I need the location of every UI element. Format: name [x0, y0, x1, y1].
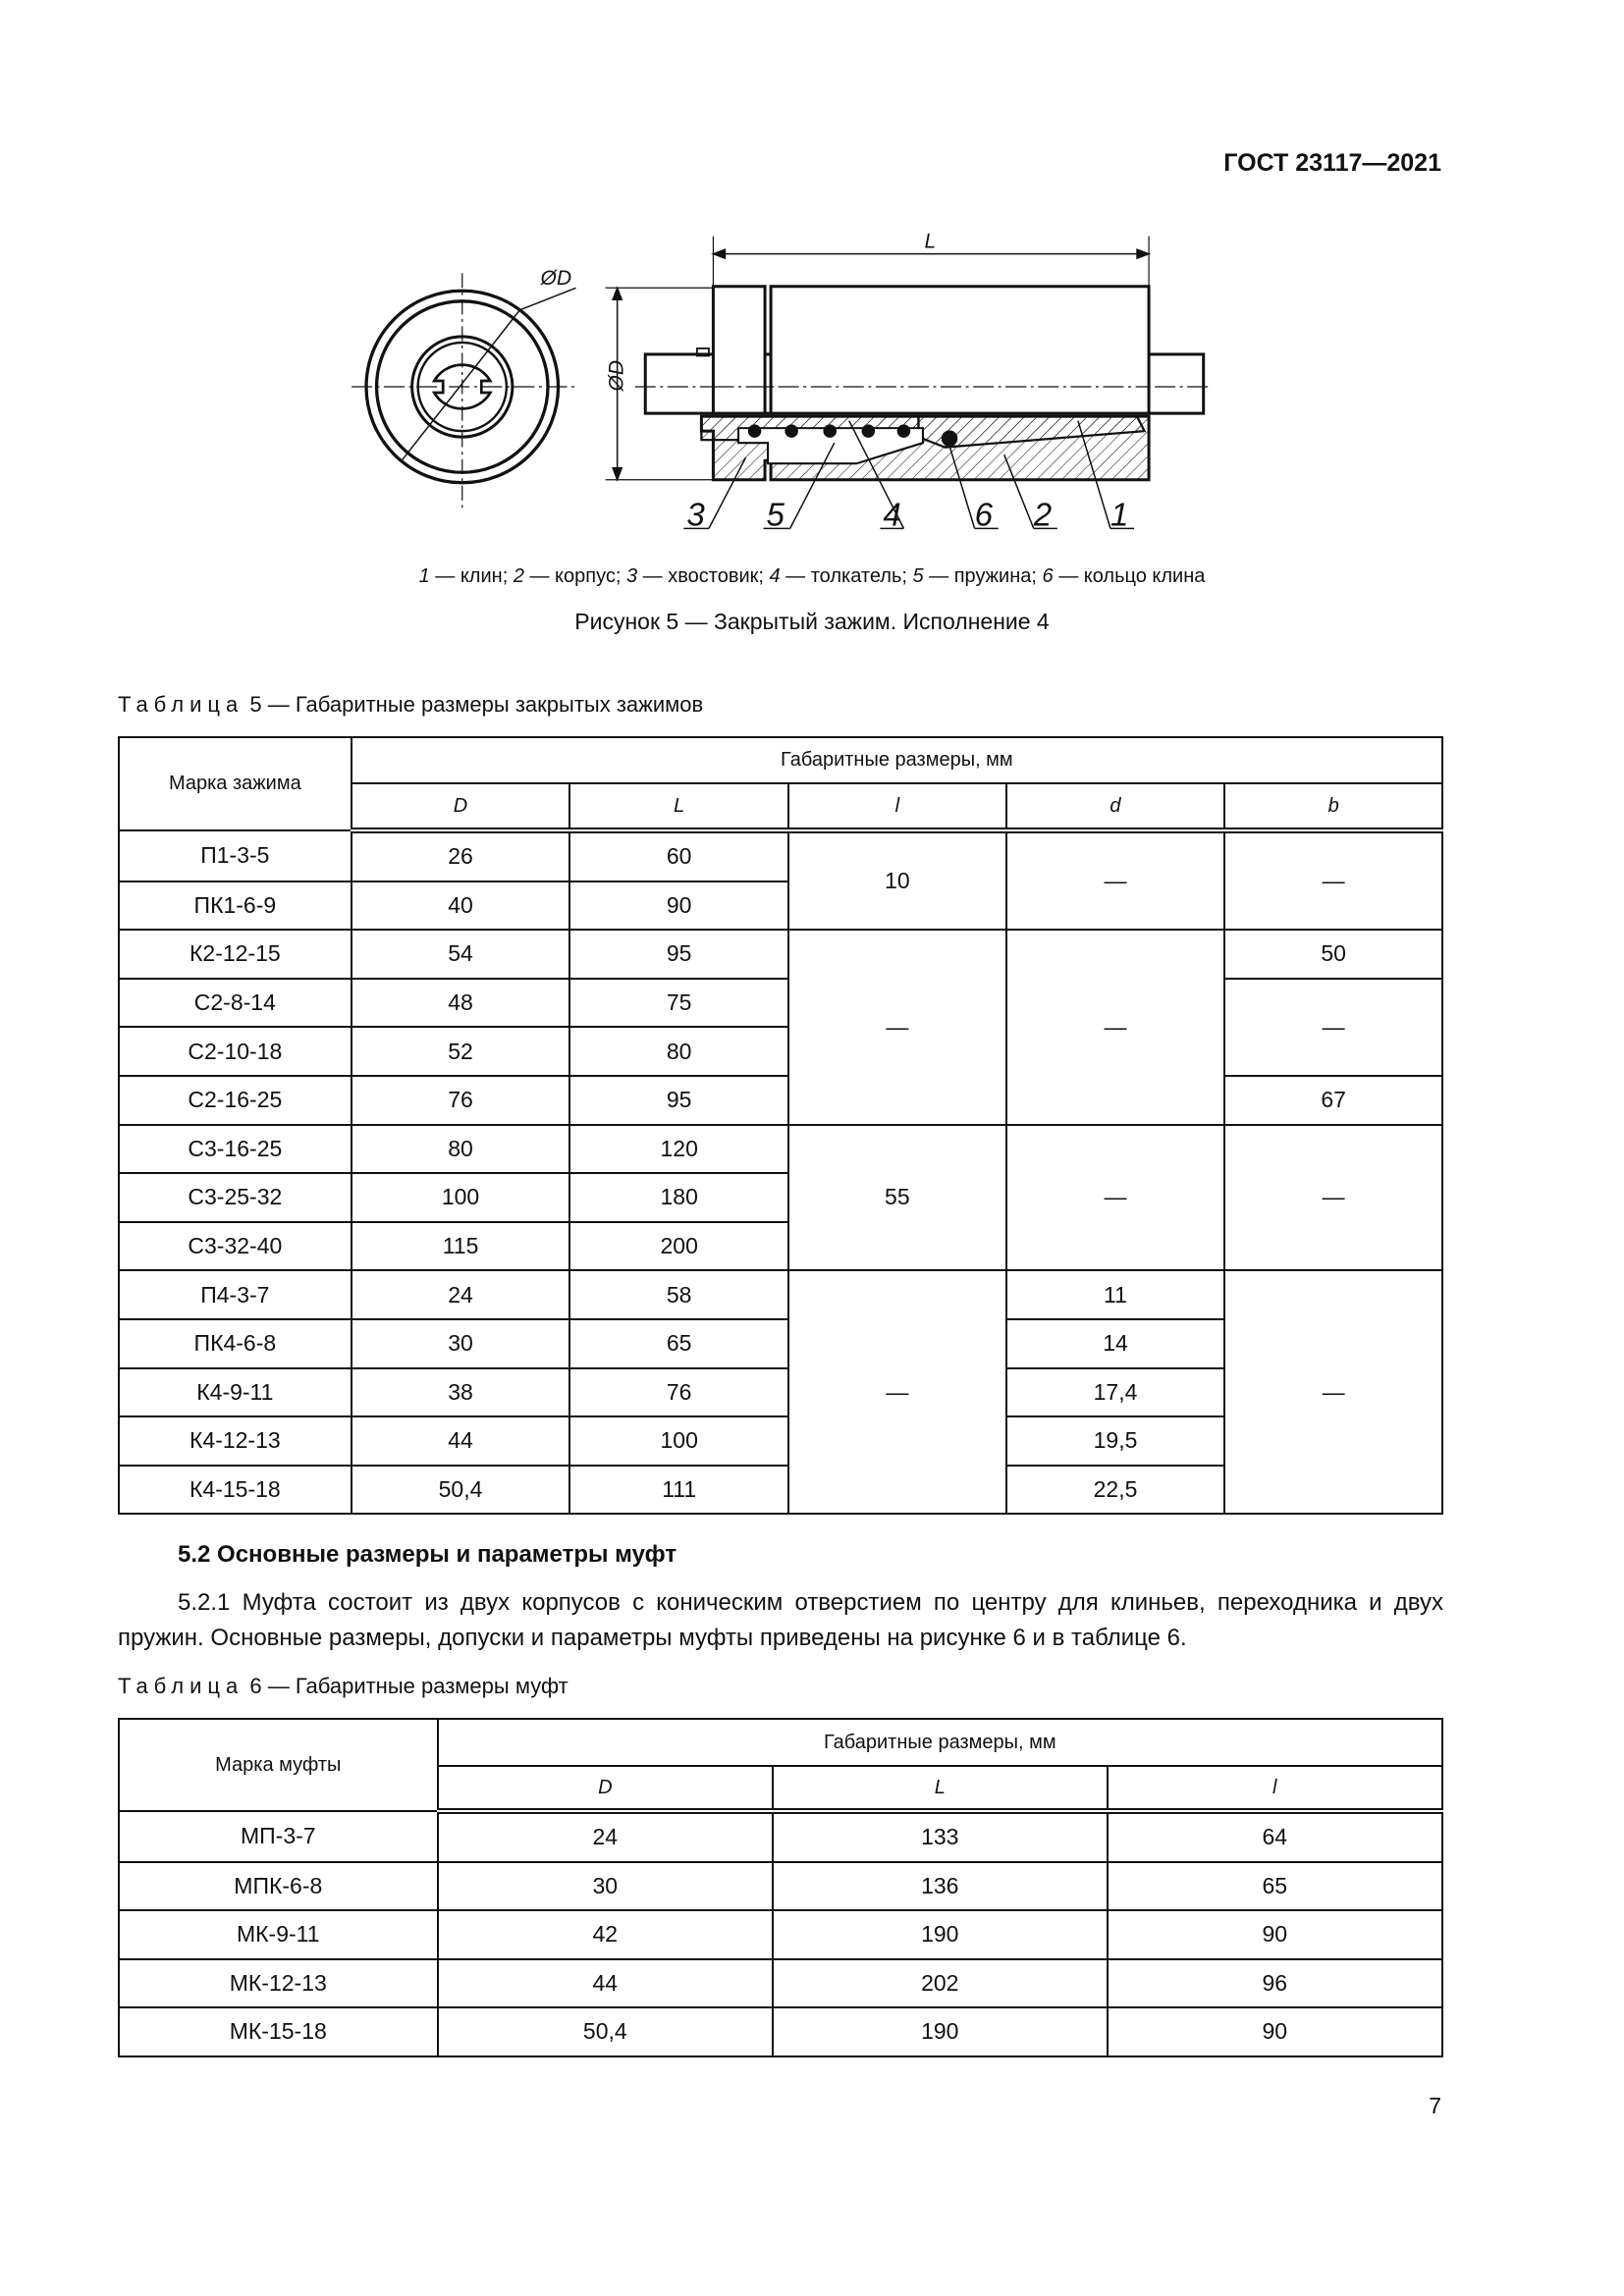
col-header-mark: Марка муфты [119, 1719, 438, 1811]
legend-text: — пружина; [923, 565, 1043, 587]
col-header-D: D [352, 783, 570, 830]
cell-L: 80 [569, 1027, 788, 1076]
cell-D: 24 [352, 1270, 570, 1319]
cell-mark: МК-15-18 [119, 2007, 438, 2056]
caption-text: 5 — Габаритные размеры закрытых зажимов [244, 692, 704, 717]
callout-2: 2 [1033, 497, 1053, 534]
cell-b: 50 [1224, 930, 1442, 979]
cell-mark: С3-25-32 [119, 1173, 352, 1222]
table-row [119, 1270, 1442, 1319]
cell-mark: С3-32-40 [119, 1222, 352, 1271]
col-header-b: b [1224, 783, 1442, 830]
legend-text: — корпус; [523, 565, 626, 587]
table-row [119, 1910, 1442, 1959]
cell-mark: МК-12-13 [119, 1959, 438, 2008]
cell-L: 60 [569, 830, 788, 881]
cell-mark: ПК1-6-9 [119, 881, 352, 931]
cell-L: 100 [569, 1416, 788, 1466]
group-header: Габаритные размеры, мм [438, 1719, 1442, 1766]
caption-text: 6 — Габаритные размеры муфт [244, 1674, 568, 1698]
cell-D: 50,4 [352, 1466, 570, 1515]
cell-b: — [1224, 1125, 1442, 1271]
table-row [119, 1811, 1442, 1862]
legend-text: — клин; [429, 565, 514, 587]
section-heading: 5.2 Основные размеры и параметры муфт [178, 1541, 677, 1568]
cell-l: 90 [1108, 1910, 1442, 1959]
cell-l: 55 [788, 1125, 1006, 1271]
legend-number: 5 [912, 565, 924, 587]
cell-D: 54 [352, 930, 570, 979]
cell-mark: К4-12-13 [119, 1416, 352, 1466]
col-header-l: l [1108, 1766, 1442, 1811]
figure-title: Рисунок 5 — Закрытый зажим. Исполнение 4 [574, 609, 1050, 634]
table-row [119, 830, 1442, 881]
cell-mark: К4-9-11 [119, 1368, 352, 1417]
callout-1: 1 [1110, 497, 1129, 534]
group-header: Габаритные размеры, мм [352, 737, 1442, 783]
document-code: ГОСТ 23117—2021 [1223, 149, 1441, 177]
cell-D: 30 [352, 1319, 570, 1368]
cell-D: 80 [352, 1125, 570, 1174]
cell-D: 48 [352, 979, 570, 1028]
cell-mark: С2-8-14 [119, 979, 352, 1028]
cell-d: 11 [1006, 1270, 1225, 1319]
table-row [119, 1125, 1442, 1174]
cell-d: 14 [1006, 1319, 1225, 1368]
cell-L: 95 [569, 930, 788, 979]
col-header-l: l [788, 783, 1006, 830]
figure-legend [0, 565, 1624, 588]
legend-number: 1 [418, 565, 430, 587]
callout-6: 6 [974, 497, 994, 534]
end-view [352, 267, 576, 509]
legend-text: — хвостовик; [637, 565, 770, 587]
diameter-label-side: ØD [605, 359, 628, 392]
side-section-view [606, 231, 1212, 534]
col-header-L: L [773, 1766, 1107, 1811]
page-number: 7 [1429, 2093, 1441, 2118]
cell-d: 17,4 [1006, 1368, 1225, 1417]
section-paragraph: 5.2.1 Муфта состоит из двух корпусов с коническим отверстием по центру для клиньев, переходника и двух пружин. Основные размеры, допуски и параметры муфты приведены на рисунке 6 и в таблице 6. [118, 1589, 1443, 1651]
table-coupling-dimensions [118, 1718, 1443, 2057]
cell-mark: ПК4-6-8 [119, 1319, 352, 1368]
legend-text: — толкатель; [780, 565, 913, 587]
cell-d: — [1006, 830, 1225, 930]
cell-L: 120 [569, 1125, 788, 1174]
cell-D: 26 [352, 830, 570, 881]
cell-d: 19,5 [1006, 1416, 1225, 1466]
legend-number: 6 [1042, 565, 1054, 587]
cell-mark: МП-3-7 [119, 1811, 438, 1862]
cell-b: — [1224, 830, 1442, 930]
legend-text: — кольцо клина [1053, 565, 1206, 587]
cell-d: 22,5 [1006, 1466, 1225, 1515]
legend-number: 4 [769, 565, 781, 587]
legend-number: 2 [513, 565, 524, 587]
cell-D: 44 [352, 1416, 570, 1466]
cell-mark: МК-9-11 [119, 1910, 438, 1959]
table5-caption [118, 692, 703, 718]
table-row [119, 2007, 1442, 2056]
cell-L: 133 [773, 1811, 1107, 1862]
legend-number: 3 [626, 565, 638, 587]
cell-l: 10 [788, 830, 1006, 930]
table-row [119, 930, 1442, 979]
cell-L: 58 [569, 1270, 788, 1319]
cell-b: — [1224, 1270, 1442, 1514]
cell-l: — [788, 1270, 1006, 1514]
table-row [119, 979, 1442, 1028]
cell-l: 65 [1108, 1862, 1442, 1911]
table-closed-clamp-dimensions [118, 736, 1443, 1515]
caption-prefix: Таблица [118, 692, 244, 717]
cell-L: 136 [773, 1862, 1107, 1911]
cell-L: 200 [569, 1222, 788, 1271]
cell-l: 90 [1108, 2007, 1442, 2056]
table6-caption [118, 1674, 568, 1699]
cell-D: 44 [438, 1959, 773, 2008]
cell-D: 38 [352, 1368, 570, 1417]
cell-d: — [1006, 930, 1225, 1124]
cell-l: 64 [1108, 1811, 1442, 1862]
diameter-label: ØD [540, 267, 572, 291]
col-header-D: D [438, 1766, 773, 1811]
cell-D: 42 [438, 1910, 773, 1959]
cell-L: 180 [569, 1173, 788, 1222]
cell-D: 40 [352, 881, 570, 931]
figure-closed-clamp-drawing [324, 216, 1237, 540]
caption-prefix: Таблица [118, 1674, 244, 1698]
cell-mark: С2-10-18 [119, 1027, 352, 1076]
cell-b: — [1224, 979, 1442, 1076]
cell-D: 76 [352, 1076, 570, 1125]
callout-3: 3 [686, 497, 705, 534]
cell-mark: С2-16-25 [119, 1076, 352, 1125]
cell-D: 52 [352, 1027, 570, 1076]
cell-D: 24 [438, 1811, 773, 1862]
cell-D: 100 [352, 1173, 570, 1222]
col-header-d: d [1006, 783, 1225, 830]
table-row [119, 1076, 1442, 1125]
cell-L: 202 [773, 1959, 1107, 2008]
cell-L: 90 [569, 881, 788, 931]
cell-mark: П1-3-5 [119, 830, 352, 881]
length-label: L [924, 230, 937, 253]
cell-mark: С3-16-25 [119, 1125, 352, 1174]
cell-mark: К2-12-15 [119, 930, 352, 979]
cell-L: 190 [773, 1910, 1107, 1959]
cell-D: 30 [438, 1862, 773, 1911]
cell-l: — [788, 930, 1006, 1124]
cell-L: 95 [569, 1076, 788, 1125]
cell-D: 50,4 [438, 2007, 773, 2056]
cell-L: 111 [569, 1466, 788, 1515]
cell-L: 190 [773, 2007, 1107, 2056]
cell-D: 115 [352, 1222, 570, 1271]
cell-L: 65 [569, 1319, 788, 1368]
callout-4: 4 [883, 497, 901, 534]
cell-mark: МПК-6-8 [119, 1862, 438, 1911]
cell-L: 75 [569, 979, 788, 1028]
cell-mark: К4-15-18 [119, 1466, 352, 1515]
col-header-mark: Марка зажима [119, 737, 352, 830]
cell-d: — [1006, 1125, 1225, 1271]
cell-L: 76 [569, 1368, 788, 1417]
table-row [119, 1959, 1442, 2008]
table-row [119, 1862, 1442, 1911]
col-header-L: L [569, 783, 788, 830]
cell-mark: П4-3-7 [119, 1270, 352, 1319]
callout-5: 5 [766, 497, 785, 534]
cell-b: 67 [1224, 1076, 1442, 1125]
cell-l: 96 [1108, 1959, 1442, 2008]
